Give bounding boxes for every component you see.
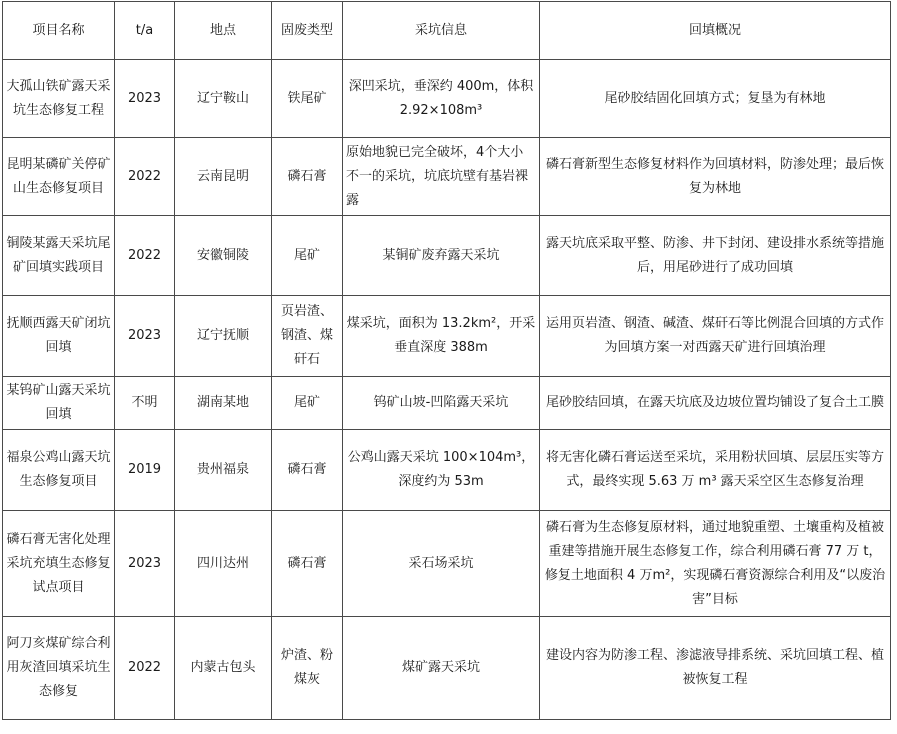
header-year: t/a bbox=[115, 2, 175, 60]
cell-pit-info: 某铜矿废弃露天采坑 bbox=[343, 216, 540, 296]
cell-project-name: 铜陵某露天采坑尾矿回填实践项目 bbox=[3, 216, 115, 296]
cell-project-name: 阿刀亥煤矿综合利用灰渣回填采坑生态修复 bbox=[3, 617, 115, 720]
header-backfill: 回填概况 bbox=[540, 2, 891, 60]
cell-pit-info: 煤采坑，面积为 13.2km²，开采垂直深度 388m bbox=[343, 296, 540, 377]
table-header-row bbox=[3, 2, 891, 60]
cell-backfill: 磷石膏新型生态修复材料作为回填材料，防渗处理；最后恢复为林地 bbox=[540, 138, 891, 216]
cell-year: 2022 bbox=[115, 138, 175, 216]
cell-waste-type: 页岩渣、钢渣、煤矸石 bbox=[272, 296, 343, 377]
project-table bbox=[2, 1, 891, 720]
cell-project-name: 大孤山铁矿露天采坑生态修复工程 bbox=[3, 60, 115, 138]
cell-year: 2023 bbox=[115, 60, 175, 138]
cell-year: 2023 bbox=[115, 296, 175, 377]
cell-location: 四川达州 bbox=[175, 511, 272, 617]
cell-waste-type: 尾矿 bbox=[272, 216, 343, 296]
table-row bbox=[3, 216, 891, 296]
cell-waste-type: 尾矿 bbox=[272, 377, 343, 430]
cell-waste-type: 磷石膏 bbox=[272, 138, 343, 216]
cell-backfill: 露天坑底采取平整、防渗、井下封闭、建设排水系统等措施后，用尾砂进行了成功回填 bbox=[540, 216, 891, 296]
cell-location: 湖南某地 bbox=[175, 377, 272, 430]
table-row bbox=[3, 138, 891, 216]
cell-year: 2023 bbox=[115, 511, 175, 617]
table-row bbox=[3, 377, 891, 430]
cell-backfill: 将无害化磷石膏运送至采坑，采用粉状回填、层层压实等方式，最终实现 5.63 万 m³ 露天采空区生态修复治理 bbox=[540, 430, 891, 511]
cell-project-name: 磷石膏无害化处理采坑充填生态修复试点项目 bbox=[3, 511, 115, 617]
cell-backfill: 尾砂胶结固化回填方式；复垦为有林地 bbox=[540, 60, 891, 138]
cell-backfill: 建设内容为防渗工程、渗滤液导排系统、采坑回填工程、植被恢复工程 bbox=[540, 617, 891, 720]
header-location: 地点 bbox=[175, 2, 272, 60]
table-row bbox=[3, 511, 891, 617]
cell-project-name: 昆明某磷矿关停矿山生态修复项目 bbox=[3, 138, 115, 216]
cell-location: 内蒙古包头 bbox=[175, 617, 272, 720]
cell-location: 云南昆明 bbox=[175, 138, 272, 216]
cell-pit-info: 钨矿山坡-凹陷露天采坑 bbox=[343, 377, 540, 430]
header-project-name: 项目名称 bbox=[3, 2, 115, 60]
cell-project-name: 抚顺西露天矿闭坑回填 bbox=[3, 296, 115, 377]
header-waste-type: 固废类型 bbox=[272, 2, 343, 60]
cell-location: 辽宁抚顺 bbox=[175, 296, 272, 377]
cell-pit-info: 深凹采坑，垂深约 400m，体积 2.92×108m³ bbox=[343, 60, 540, 138]
cell-project-name: 某钨矿山露天采坑回填 bbox=[3, 377, 115, 430]
cell-pit-info: 原始地貌已完全破坏，4个大小不一的采坑，坑底坑壁有基岩裸露 bbox=[343, 138, 540, 216]
cell-pit-info: 公鸡山露天采坑 100×104m³，深度约为 53m bbox=[343, 430, 540, 511]
cell-location: 贵州福泉 bbox=[175, 430, 272, 511]
cell-waste-type: 铁尾矿 bbox=[272, 60, 343, 138]
table-row bbox=[3, 617, 891, 720]
cell-backfill: 磷石膏为生态修复原材料，通过地貌重塑、土壤重构及植被重建等措施开展生态修复工作，综合利用磷石膏 77 万 t，修复土地面积 4 万m²，实现磷石膏资源综合利用及“以废治害”目标 bbox=[540, 511, 891, 617]
cell-location: 安徽铜陵 bbox=[175, 216, 272, 296]
table-row bbox=[3, 430, 891, 511]
cell-waste-type: 磷石膏 bbox=[272, 430, 343, 511]
cell-pit-info: 煤矿露天采坑 bbox=[343, 617, 540, 720]
cell-year: 2019 bbox=[115, 430, 175, 511]
cell-year: 不明 bbox=[115, 377, 175, 430]
cell-year: 2022 bbox=[115, 617, 175, 720]
cell-year: 2022 bbox=[115, 216, 175, 296]
cell-waste-type: 磷石膏 bbox=[272, 511, 343, 617]
cell-project-name: 福泉公鸡山露天坑生态修复项目 bbox=[3, 430, 115, 511]
table-row bbox=[3, 296, 891, 377]
cell-backfill: 尾砂胶结回填，在露天坑底及边坡位置均铺设了复合土工膜 bbox=[540, 377, 891, 430]
header-pit-info: 采坑信息 bbox=[343, 2, 540, 60]
table-row bbox=[3, 60, 891, 138]
cell-pit-info: 采石场采坑 bbox=[343, 511, 540, 617]
cell-location: 辽宁鞍山 bbox=[175, 60, 272, 138]
cell-waste-type: 炉渣、粉煤灰 bbox=[272, 617, 343, 720]
cell-backfill: 运用页岩渣、钢渣、碱渣、煤矸石等比例混合回填的方式作为回填方案一对西露天矿进行回填治理 bbox=[540, 296, 891, 377]
